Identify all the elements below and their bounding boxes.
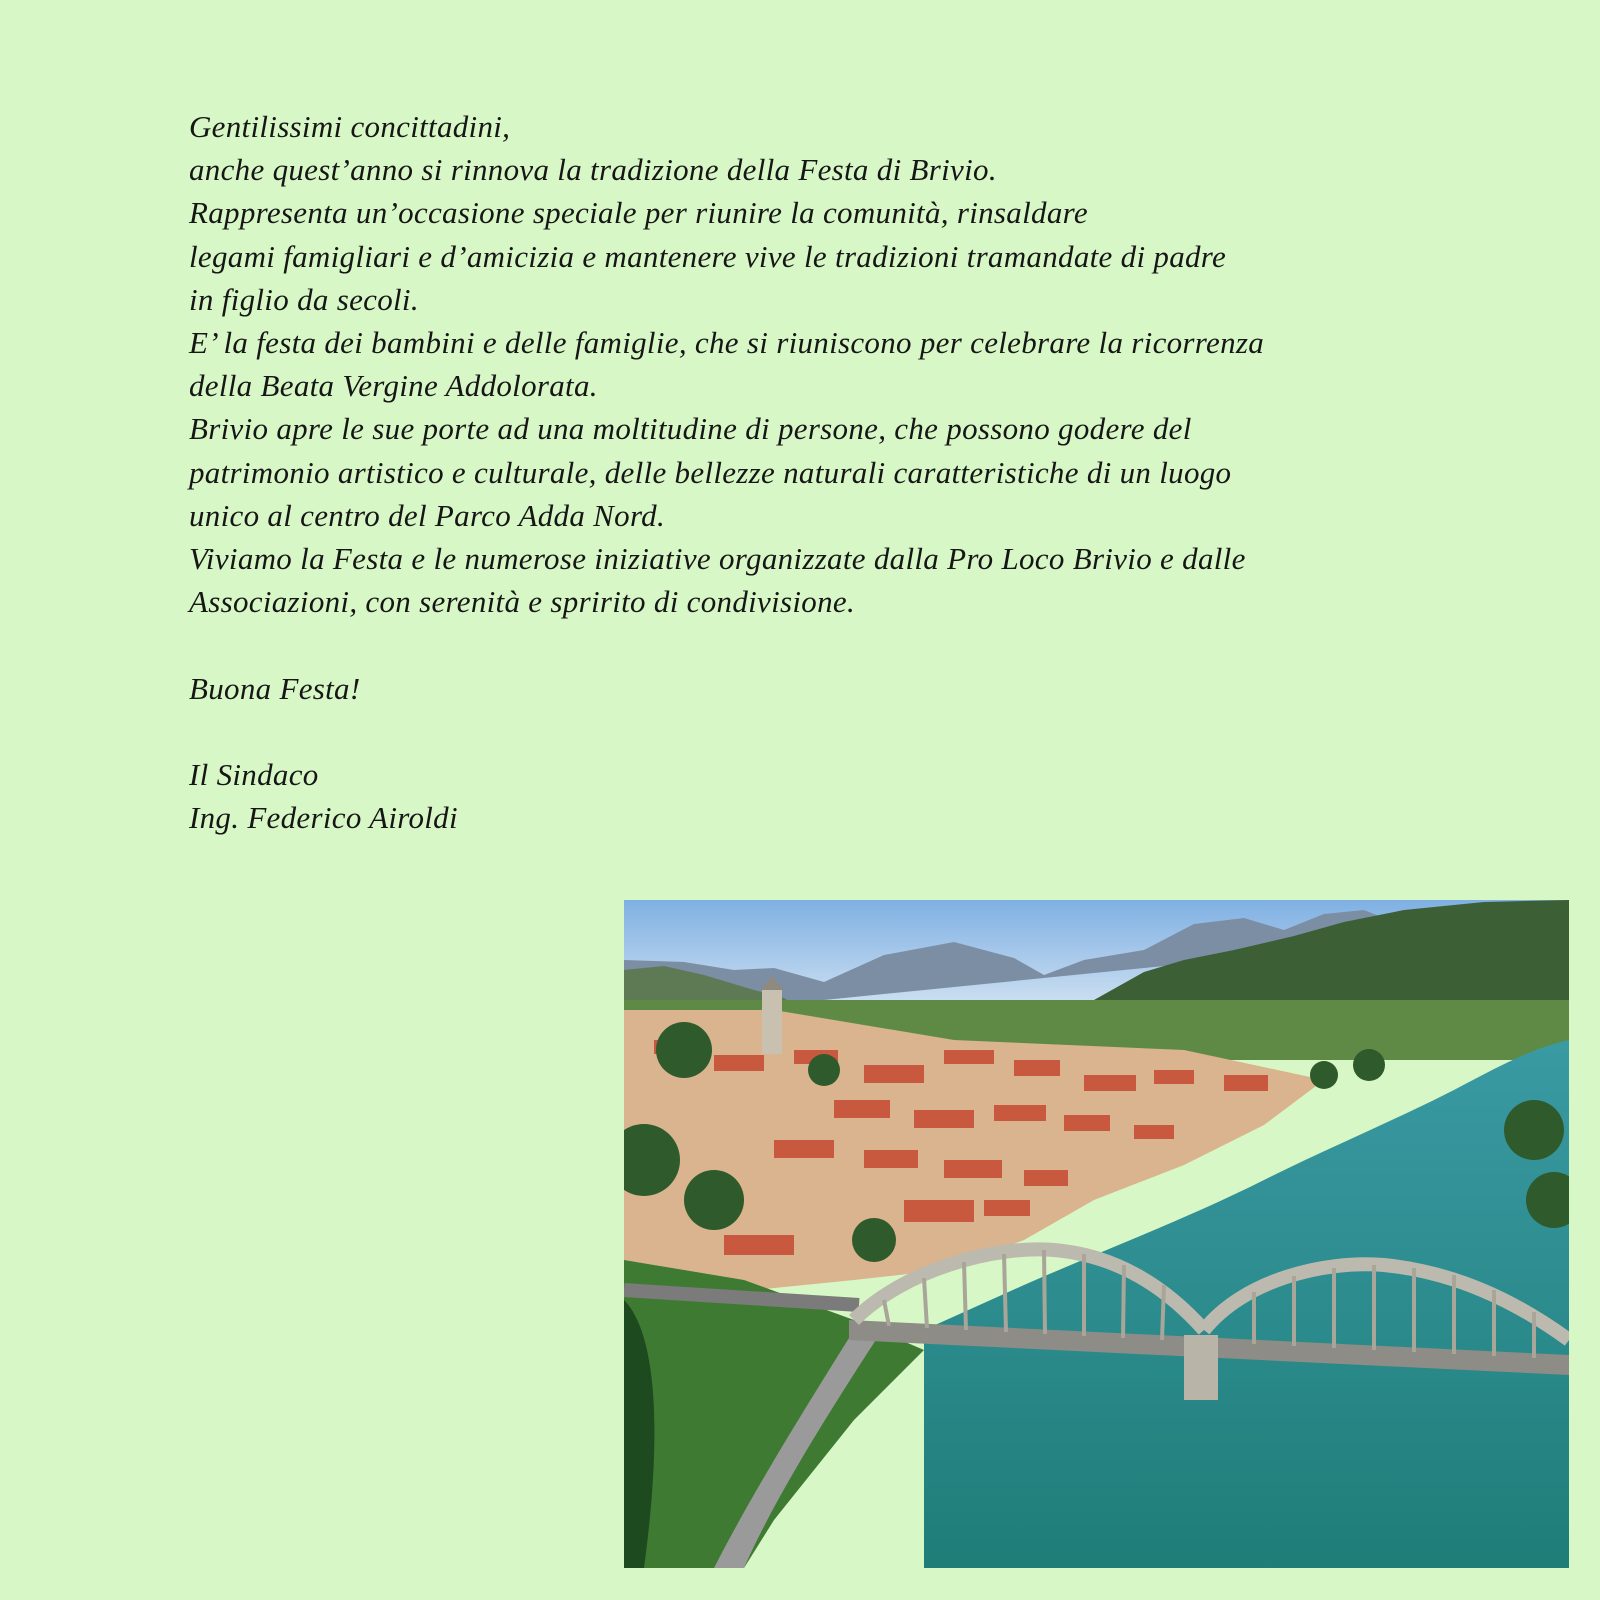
letter-line-11: Associazioni, con serenità e spririto di condivisione.	[189, 584, 855, 620]
bell-tower	[762, 988, 782, 1054]
spacer	[189, 623, 1389, 666]
letter-line-5: E’ la festa dei bambini e delle famiglie, che si riuniscono per celebrare la ricorrenza	[189, 325, 1265, 361]
signature-title: Il Sindaco	[189, 757, 319, 793]
letter-closing: Buona Festa!	[189, 670, 361, 706]
spacer	[189, 710, 1389, 753]
letter-greeting: Gentilissimi concittadini,	[189, 109, 511, 144]
bridge-pier	[1184, 1335, 1218, 1400]
signature-name: Ing. Federico Airoldi	[189, 800, 458, 836]
brivio-aerial-photo	[624, 900, 1569, 1568]
letter-line-9: unico al centro del Parco Adda Nord.	[189, 497, 666, 533]
letter-line-1: anche quest’anno si rinnova la tradizione della Festa di Brivio.	[189, 152, 997, 188]
letter-line-6: della Beata Vergine Addolorata.	[189, 368, 598, 404]
mayor-letter	[189, 105, 1389, 839]
aerial-view-illustration	[624, 900, 1569, 1568]
letter-line-4: in figlio da secoli.	[189, 281, 419, 317]
letter-line-3: legami famigliari e d’amicizia e mantenere vive le tradizioni tramandate di padre	[189, 238, 1227, 274]
letter-line-7: Brivio apre le sue porte ad una moltitudine di persone, che possono godere del	[189, 411, 1192, 447]
letter-line-8: patrimonio artistico e culturale, delle bellezze naturali caratteristiche di un luogo	[189, 454, 1232, 490]
letter-line-10: Viviamo la Festa e le numerose iniziative organizzate dalla Pro Loco Brivio e dalle	[189, 541, 1246, 577]
letter-line-2: Rappresenta un’occasione speciale per riunire la comunità, rinsaldare	[189, 195, 1088, 231]
